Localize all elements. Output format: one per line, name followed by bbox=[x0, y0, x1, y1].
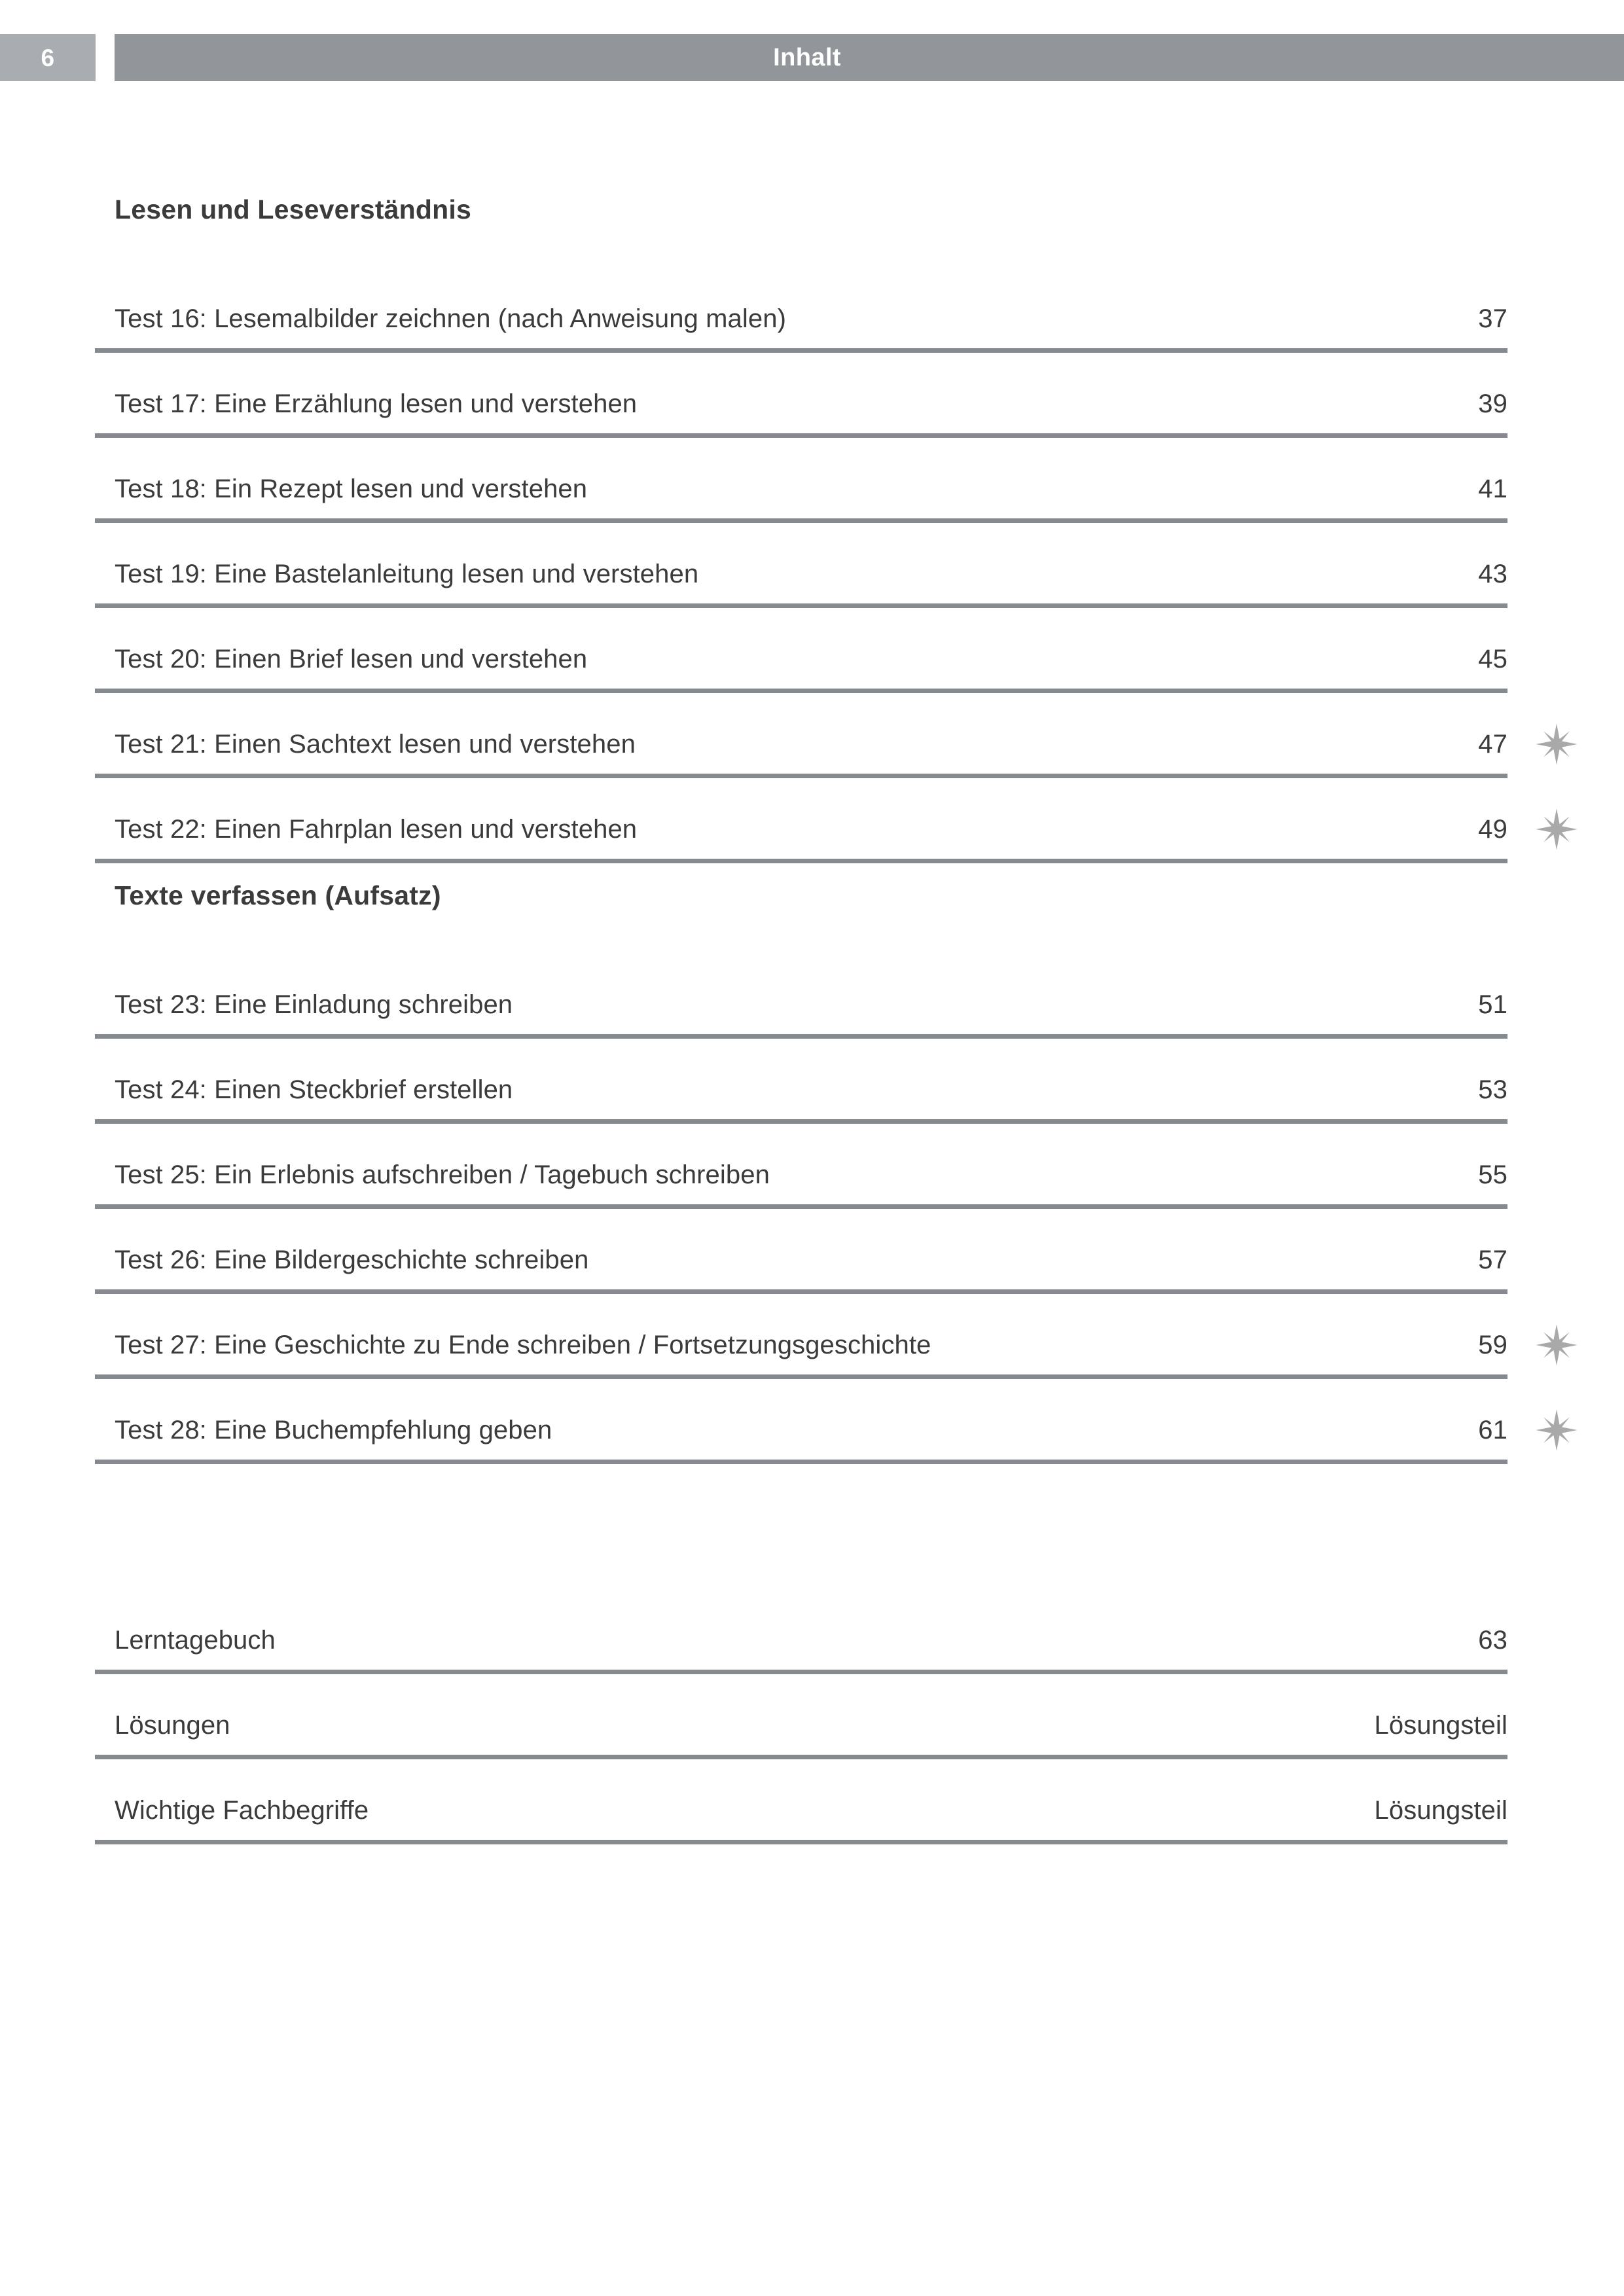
page-header bbox=[0, 34, 1624, 81]
toc-entry[interactable] bbox=[95, 1674, 1507, 1759]
toc-list bbox=[95, 1589, 1507, 1844]
toc-entry-label: Test 23: Eine Einladung schreiben bbox=[115, 990, 513, 1019]
toc-entry-page: 61 bbox=[1478, 1416, 1507, 1444]
toc-entry-inner bbox=[115, 645, 1507, 674]
toc-entry-inner bbox=[115, 1331, 1507, 1360]
toc-entry[interactable] bbox=[95, 1589, 1507, 1674]
toc-entry-label: Lerntagebuch bbox=[115, 1626, 276, 1655]
toc-entry-label: Lösungen bbox=[115, 1711, 230, 1740]
toc-entry-label: Test 19: Eine Bastelanleitung lesen und verstehen bbox=[115, 560, 699, 588]
toc-entry-label: Test 20: Einen Brief lesen und verstehen bbox=[115, 645, 588, 673]
toc-entry-page: 47 bbox=[1478, 730, 1507, 759]
toc-entry-page: 51 bbox=[1478, 990, 1507, 1019]
toc-entry[interactable] bbox=[95, 268, 1507, 353]
star-icon bbox=[1535, 808, 1578, 851]
toc-entry[interactable] bbox=[95, 353, 1507, 438]
toc-entry-inner bbox=[115, 1796, 1507, 1825]
toc-entry-page: 57 bbox=[1478, 1246, 1507, 1274]
toc-entry-label: Test 21: Einen Sachtext lesen und verstehen bbox=[115, 730, 636, 759]
toc-entry[interactable] bbox=[95, 523, 1507, 608]
toc-entry-inner bbox=[115, 389, 1507, 419]
toc-entry-inner bbox=[115, 990, 1507, 1020]
toc-entry-label: Test 24: Einen Steckbrief erstellen bbox=[115, 1075, 513, 1104]
toc-entry[interactable] bbox=[95, 1124, 1507, 1209]
toc-entry-page: 45 bbox=[1478, 645, 1507, 673]
toc-entry-inner bbox=[115, 1711, 1507, 1740]
toc-entry-label: Test 27: Eine Geschichte zu Ende schreiben / Fortsetzungsgeschichte bbox=[115, 1331, 931, 1359]
toc-entry-label: Test 28: Eine Buchempfehlung geben bbox=[115, 1416, 552, 1444]
toc-section-3 bbox=[95, 1589, 1507, 1844]
toc-section-1 bbox=[95, 196, 1507, 863]
toc-entry-page: Lösungsteil bbox=[1374, 1711, 1507, 1740]
star-icon bbox=[1535, 1323, 1578, 1367]
star-icon bbox=[1535, 1408, 1578, 1452]
toc-entry-inner bbox=[115, 1626, 1507, 1655]
toc-entry-label: Wichtige Fachbegriffe bbox=[115, 1796, 369, 1825]
toc-section-2 bbox=[95, 882, 1507, 1464]
toc-entry-page: 37 bbox=[1478, 304, 1507, 333]
toc-entry[interactable] bbox=[95, 438, 1507, 523]
toc-entry[interactable] bbox=[95, 693, 1507, 778]
toc-entry-page: 55 bbox=[1478, 1160, 1507, 1189]
toc-entry-page: 59 bbox=[1478, 1331, 1507, 1359]
star-icon bbox=[1535, 723, 1578, 766]
page-title: Inhalt bbox=[773, 43, 841, 71]
toc-entry[interactable] bbox=[95, 778, 1507, 863]
toc-entry-inner bbox=[115, 1075, 1507, 1105]
toc-entry-page: 49 bbox=[1478, 815, 1507, 844]
toc-entry[interactable] bbox=[95, 1379, 1507, 1464]
toc-entry-label: Test 22: Einen Fahrplan lesen und verstehen bbox=[115, 815, 638, 844]
toc-entry-page: Lösungsteil bbox=[1374, 1796, 1507, 1825]
toc-entry-page: 53 bbox=[1478, 1075, 1507, 1104]
toc-entry-inner bbox=[115, 1416, 1507, 1445]
toc-entry-label: Test 25: Ein Erlebnis aufschreiben / Tagebuch schreiben bbox=[115, 1160, 770, 1189]
toc-entry-inner bbox=[115, 815, 1507, 844]
toc-entry-label: Test 16: Lesemalbilder zeichnen (nach Anweisung malen) bbox=[115, 304, 786, 333]
toc-entry-inner bbox=[115, 560, 1507, 589]
toc-entry-inner bbox=[115, 475, 1507, 504]
page-number: 6 bbox=[41, 44, 55, 71]
toc-list bbox=[95, 954, 1507, 1464]
section-heading: Texte verfassen (Aufsatz) bbox=[115, 880, 441, 910]
toc-entry[interactable] bbox=[95, 1039, 1507, 1124]
toc-entry-inner bbox=[115, 1160, 1507, 1190]
toc-entry[interactable] bbox=[95, 1209, 1507, 1294]
toc-entry-page: 41 bbox=[1478, 475, 1507, 503]
toc-entry-label: Test 18: Ein Rezept lesen und verstehen bbox=[115, 475, 588, 503]
toc-entry[interactable] bbox=[95, 1759, 1507, 1844]
toc-entry-page: 63 bbox=[1478, 1626, 1507, 1655]
toc-entry[interactable] bbox=[95, 608, 1507, 693]
toc-list bbox=[95, 268, 1507, 863]
toc-entry-page: 43 bbox=[1478, 560, 1507, 588]
toc-entry[interactable] bbox=[95, 954, 1507, 1039]
toc-entry-inner bbox=[115, 730, 1507, 759]
section-heading: Lesen und Leseverständnis bbox=[115, 194, 472, 224]
toc-entry-inner bbox=[115, 304, 1507, 334]
toc-entry-inner bbox=[115, 1246, 1507, 1275]
header-bar bbox=[115, 34, 1624, 81]
toc-entry-label: Test 26: Eine Bildergeschichte schreiben bbox=[115, 1246, 589, 1274]
toc-entry-label: Test 17: Eine Erzählung lesen und verstehen bbox=[115, 389, 638, 418]
toc-entry-page: 39 bbox=[1478, 389, 1507, 418]
toc-entry[interactable] bbox=[95, 1294, 1507, 1379]
